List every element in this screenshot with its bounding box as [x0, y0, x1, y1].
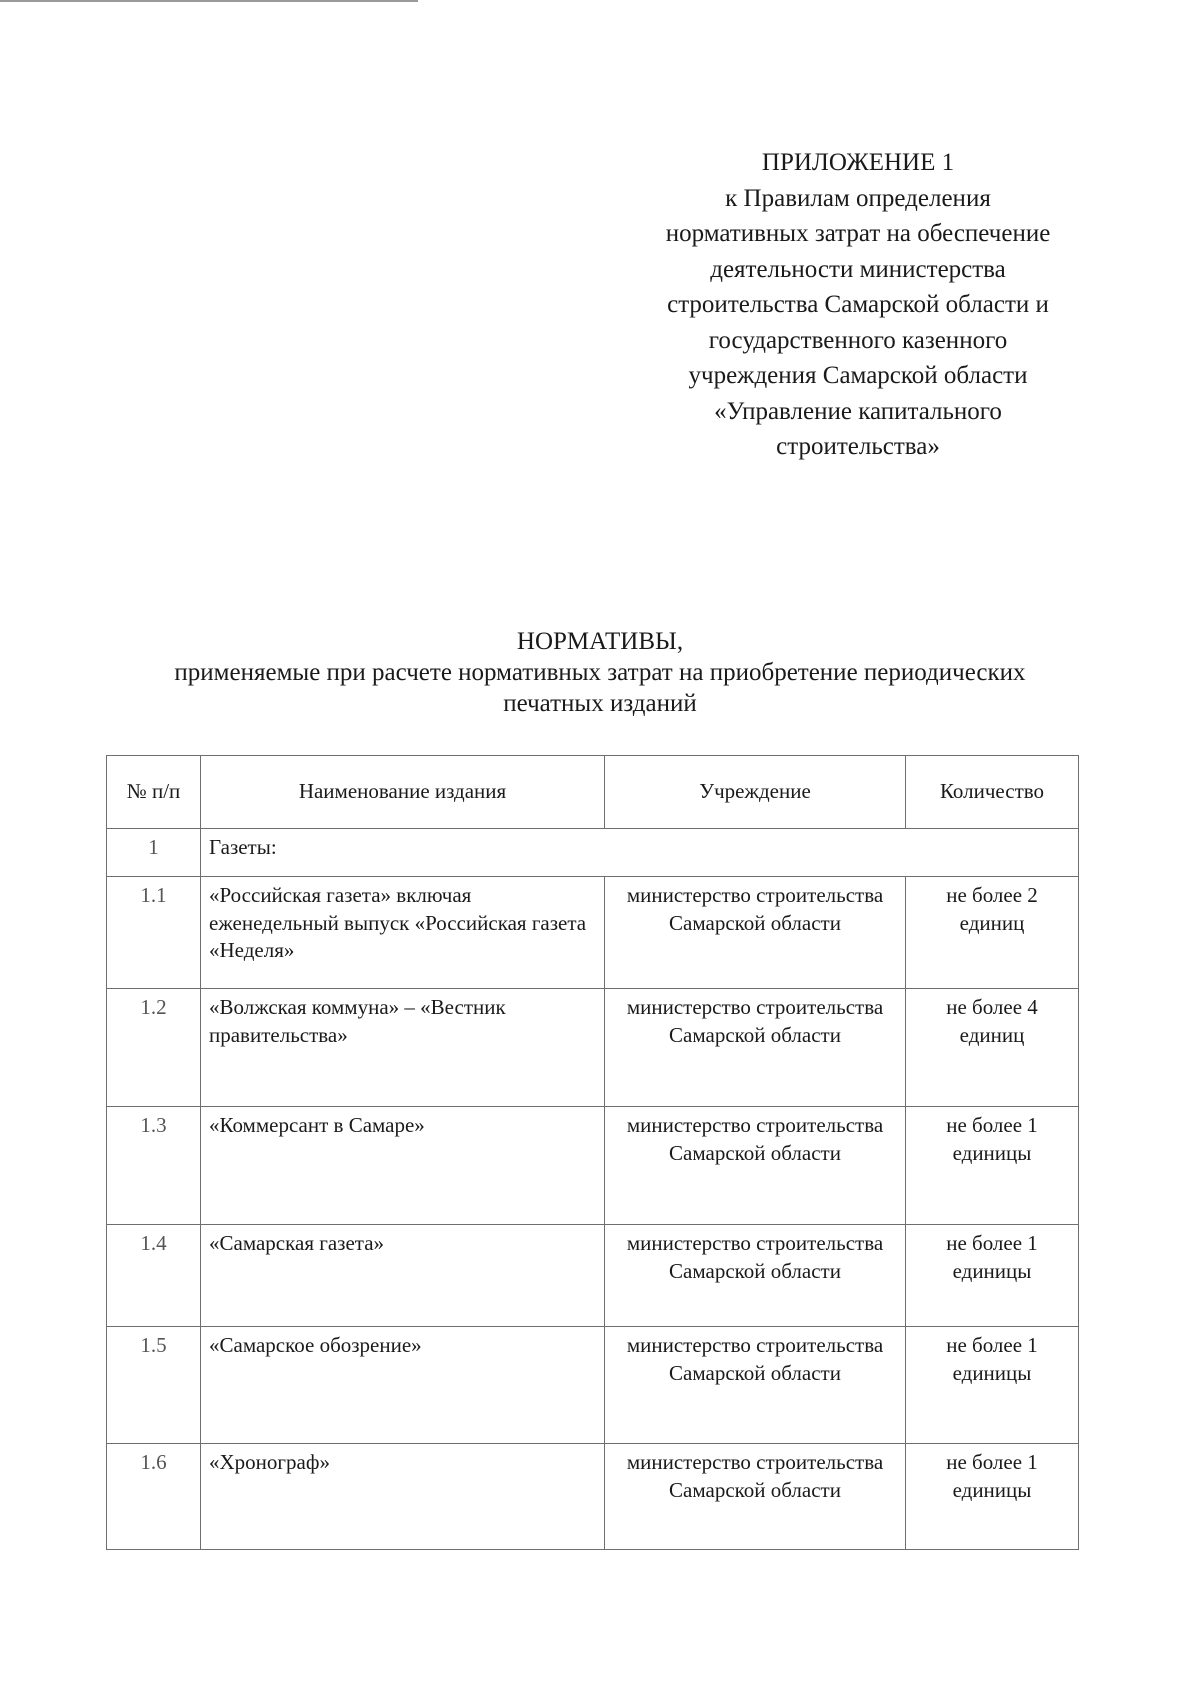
row-num: 1.6 [107, 1444, 201, 1550]
appendix-line: строительства Самарской области и [667, 291, 1049, 318]
table-row [107, 1107, 1079, 1225]
row-quantity: не более 1 единицы [906, 1444, 1079, 1550]
section-row-newspapers [107, 829, 1079, 877]
row-name: «Хронограф» [201, 1444, 605, 1550]
section-label: Газеты: [201, 829, 1079, 877]
table-row [107, 877, 1079, 989]
row-num: 1.5 [107, 1327, 201, 1444]
row-quantity: не более 4 единиц [906, 989, 1079, 1107]
appendix-heading: ПРИЛОЖЕНИЕ 1 [761, 149, 955, 176]
row-institution: министерство строительства Самарской области [605, 1225, 906, 1327]
section-num: 1 [107, 829, 201, 877]
row-num: 1.2 [107, 989, 201, 1107]
appendix-line: строительства» [776, 433, 940, 460]
table-header-row [107, 756, 1079, 829]
row-institution: министерство строительства Самарской области [605, 877, 906, 989]
row-name: «Самарская газета» [201, 1225, 605, 1327]
title-heading: НОРМАТИВЫ, [516, 628, 684, 655]
table-row [107, 1444, 1079, 1550]
row-institution: министерство строительства Самарской области [605, 1107, 906, 1225]
row-num: 1.3 [107, 1107, 201, 1225]
row-quantity: не более 1 единицы [906, 1327, 1079, 1444]
header-institution: Учреждение [605, 756, 906, 829]
appendix-line: государственного казенного [708, 326, 1008, 354]
appendix-line: к Правилам определения [725, 184, 991, 212]
row-name: «Коммерсант в Самаре» [201, 1107, 605, 1225]
row-institution: министерство строительства Самарской области [605, 1327, 906, 1444]
table-row [107, 1327, 1079, 1444]
header-quantity: Количество [906, 756, 1079, 829]
row-quantity: не более 2 единиц [906, 877, 1079, 989]
row-institution: министерство строительства Самарской области [605, 989, 906, 1107]
title-subtitle-line1: применяемые при расчете нормативных затрат на приобретение периодических [174, 659, 1026, 686]
header-num: № п/п [107, 756, 201, 829]
row-name: «Самарское обозрение» [201, 1327, 605, 1444]
norms-table [106, 755, 1079, 1550]
header-name: Наименование издания [201, 756, 605, 829]
row-quantity: не более 1 единицы [906, 1225, 1079, 1327]
appendix-line: нормативных затрат на обеспечение [665, 220, 1051, 247]
title-subtitle-line2: печатных изданий [503, 690, 697, 717]
row-institution: министерство строительства Самарской области [605, 1444, 906, 1550]
appendix-line: учреждения Самарской области [688, 362, 1028, 389]
row-name: «Волжская коммуна» – «Вестник правительства» [201, 989, 605, 1107]
row-num: 1.1 [107, 877, 201, 989]
table-row [107, 1225, 1079, 1327]
appendix-line: деятельности министерства [710, 255, 1006, 283]
scan-edge-line [0, 0, 418, 2]
row-num: 1.4 [107, 1225, 201, 1327]
document-title [60, 626, 1140, 719]
appendix-line: «Управление капитального [714, 397, 1002, 425]
row-quantity: не более 1 единицы [906, 1107, 1079, 1225]
row-name: «Российская газета» включая еженедельный выпуск «Российская газета «Неделя» [201, 877, 605, 989]
appendix-block [628, 145, 1088, 465]
table-row [107, 989, 1079, 1107]
